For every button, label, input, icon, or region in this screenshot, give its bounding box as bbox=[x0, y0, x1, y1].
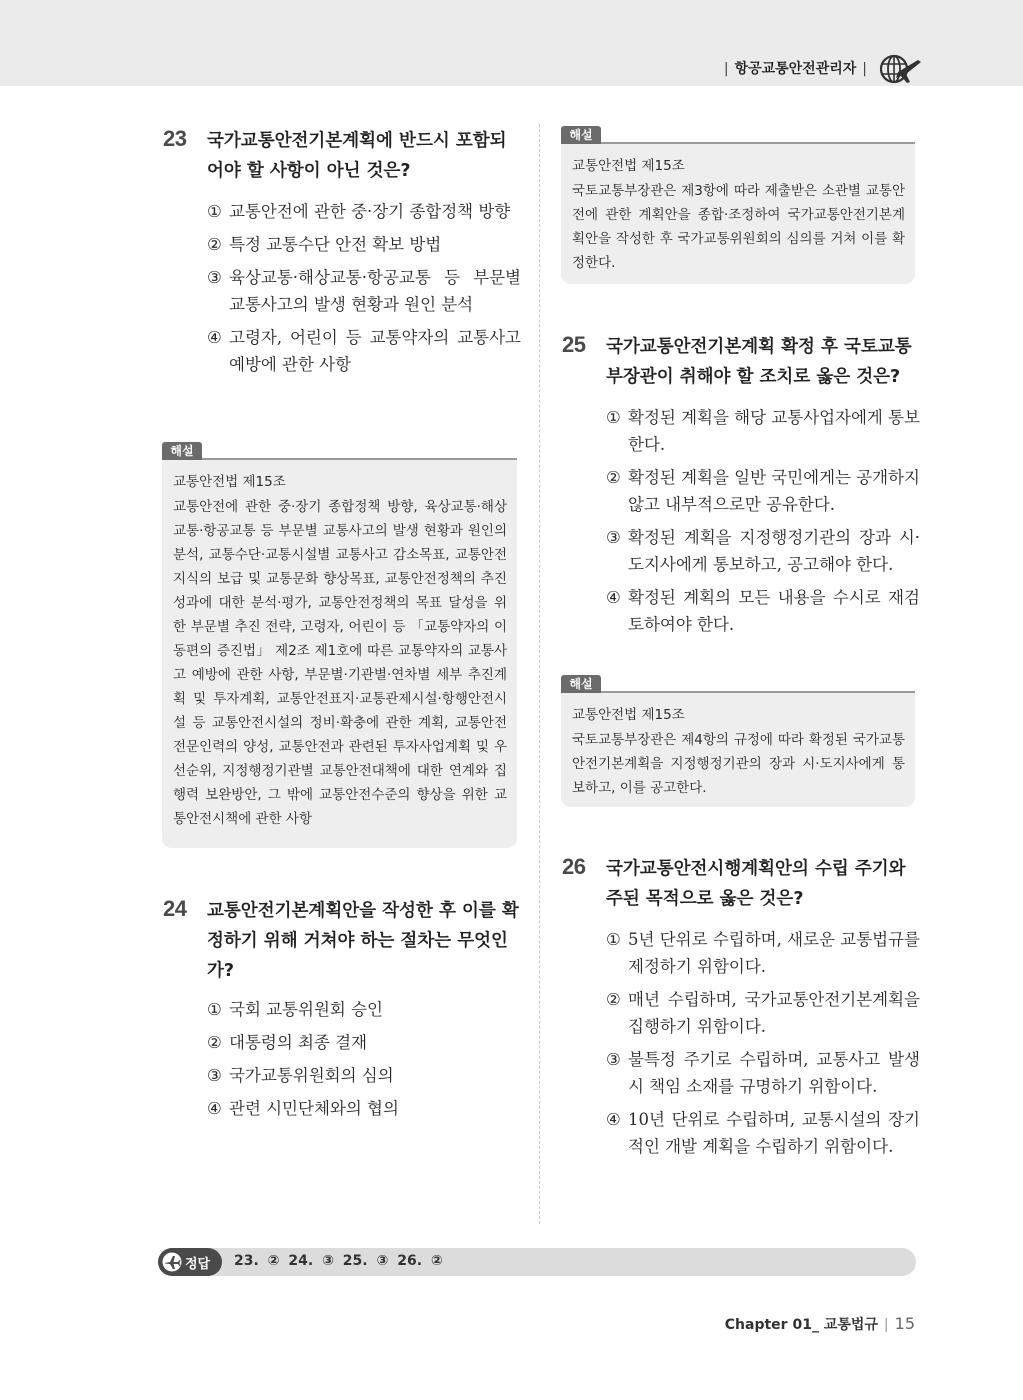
explanation-body: 교통안전에 관한 중·장기 종합정책 방향, 육상교통·해상교통·항공교통 등 부문별 교통사고의 발생 현황과 원인의 분석, 교통수단·교통시설별 교통사고 감소목표, 교통안전지식의 보급 및 교통문화 향상목표, 교통안전정책의 추진 성과에 대한 분석·평가, 교통안전정책의 목표 달성을 위한 부문별 추진 전략, 고령자, 어린이 등 「교통약자의 이동편의 증진법」 제2조 제1호에 따른 교통약자의 교통사고 예방에 관한 사항, 부문별·기관별·연차별 세부 추진계획 및 투자계획, 교통안전표지·교통관제시설·항행안전시설 등 교통안전시설의 정비·확충에 관한 계획, 교통안전 전문인력의 양성, 교통안전과 관련된 투자사업계획 및 우선순위, 지정행정기관별 교통안전대책에 대한 연계와 집행력 보완방안, 그 밖에 교통안전수준의 향상을 위한 교통안전시책에 관한 사항 bbox=[173, 499, 507, 827]
option-list bbox=[207, 198, 521, 384]
option-item[interactable]: ② 대통령의 최종 결재 bbox=[207, 1033, 368, 1052]
option-item[interactable]: ④ 확정된 계획의 모든 내용을 수시로 재검토하여야 한다. bbox=[606, 588, 920, 634]
globe-airplane-icon bbox=[874, 52, 922, 86]
question-number: 25 bbox=[562, 332, 586, 357]
explanation-box bbox=[561, 675, 915, 807]
option-item[interactable]: ③ 불특정 주기로 수립하며, 교통사고 발생 시 책임 소재를 규명하기 위함이다. bbox=[606, 1050, 920, 1096]
explanation-body: 국토교통부장관은 제4항의 규정에 따라 확정된 국가교통안전기본계획을 지정행정기관의 장과 시·도지사에게 통보하고, 이를 공고한다. bbox=[572, 732, 905, 796]
explanation-label: 해설 bbox=[561, 675, 601, 693]
page-number: 15 bbox=[894, 1314, 915, 1333]
option-item[interactable]: ④ 고령자, 어린이 등 교통약자의 교통사고 예방에 관한 사항 bbox=[207, 328, 521, 374]
question-25 bbox=[562, 332, 922, 672]
question-text: 국가교통안전시행계획안의 수립 주기와 주된 목적으로 옳은 것은? bbox=[606, 859, 906, 909]
question-number: 23 bbox=[163, 126, 187, 151]
explanation-law: 교통안전법 제15조 bbox=[572, 158, 685, 174]
option-item[interactable]: ③ 국가교통위원회의 심의 bbox=[207, 1066, 394, 1085]
option-list bbox=[207, 996, 521, 1128]
column-divider bbox=[539, 124, 540, 1224]
option-item[interactable]: ② 특정 교통수단 안전 확보 방법 bbox=[207, 235, 442, 254]
option-list bbox=[606, 404, 920, 644]
explanation-box bbox=[561, 126, 915, 284]
answer-label-pill bbox=[158, 1248, 222, 1276]
explanation-box bbox=[162, 442, 517, 848]
header-title: | 항공교통안전관리자 | bbox=[723, 61, 867, 77]
option-item[interactable]: ① 5년 단위로 수립하며, 새로운 교통법규를 제정하기 위함이다. bbox=[606, 930, 920, 976]
airplane-icon bbox=[162, 1252, 182, 1272]
question-23 bbox=[163, 126, 523, 446]
explanation-label: 해설 bbox=[162, 442, 202, 460]
question-number: 24 bbox=[163, 896, 187, 921]
question-text: 국가교통안전기본계획에 반드시 포함되어야 할 사항이 아닌 것은? bbox=[207, 131, 507, 181]
page-footer: Chapter 01_ 교통법규 | 15 bbox=[724, 1314, 915, 1333]
explanation-body: 국토교통부장관은 제3항에 따라 제출받은 소관별 교통안전에 관한 계획안을 종합·조정하여 국가교통안전기본계획안을 작성한 후 국가교통위원회의 심의를 거쳐 이를 확정한다. bbox=[572, 183, 905, 271]
explanation-label: 해설 bbox=[561, 126, 601, 144]
option-item[interactable]: ① 교통안전에 관한 중·장기 종합정책 방향 bbox=[207, 202, 511, 221]
question-26 bbox=[562, 854, 922, 1224]
question-24 bbox=[163, 896, 523, 1136]
question-text: 국가교통안전기본계획 확정 후 국토교통부장관이 취해야 할 조치로 옳은 것은? bbox=[606, 337, 912, 387]
option-item[interactable]: ④ 10년 단위로 수립하며, 교통시설의 장기적인 개발 계획을 수립하기 위함이다. bbox=[606, 1110, 920, 1156]
question-number: 26 bbox=[562, 854, 586, 879]
option-item[interactable]: ① 확정된 계획을 해당 교통사업자에게 통보한다. bbox=[606, 408, 920, 454]
explanation-law: 교통안전법 제15조 bbox=[173, 474, 286, 490]
option-item[interactable]: ③ 육상교통·해상교통·항공교통 등 부문별 교통사고의 발생 현황과 원인 분석 bbox=[207, 268, 521, 314]
option-list bbox=[606, 926, 920, 1166]
option-item[interactable]: ③ 확정된 계획을 지정행정기관의 장과 시·도지사에게 통보하고, 공고해야 한다. bbox=[606, 528, 920, 574]
option-item[interactable]: ① 국회 교통위원회 승인 bbox=[207, 1000, 383, 1019]
answer-list: 23. ② 24. ③ 25. ③ 26. ② bbox=[234, 1253, 443, 1269]
option-item[interactable]: ④ 관련 시민단체와의 협의 bbox=[207, 1099, 399, 1118]
option-item[interactable]: ② 확정된 계획을 일반 국민에게는 공개하지 않고 내부적으로만 공유한다. bbox=[606, 468, 920, 514]
explanation-law: 교통안전법 제15조 bbox=[572, 707, 685, 723]
option-item[interactable]: ② 매년 수립하며, 국가교통안전기본계획을 집행하기 위함이다. bbox=[606, 990, 920, 1036]
chapter-title: Chapter 01_ 교통법규 bbox=[724, 1317, 878, 1333]
question-text: 교통안전기본계획안을 작성한 후 이를 확정하기 위해 거쳐야 하는 절차는 무엇인가? bbox=[207, 901, 519, 981]
answer-label: 정답 bbox=[185, 1257, 211, 1272]
